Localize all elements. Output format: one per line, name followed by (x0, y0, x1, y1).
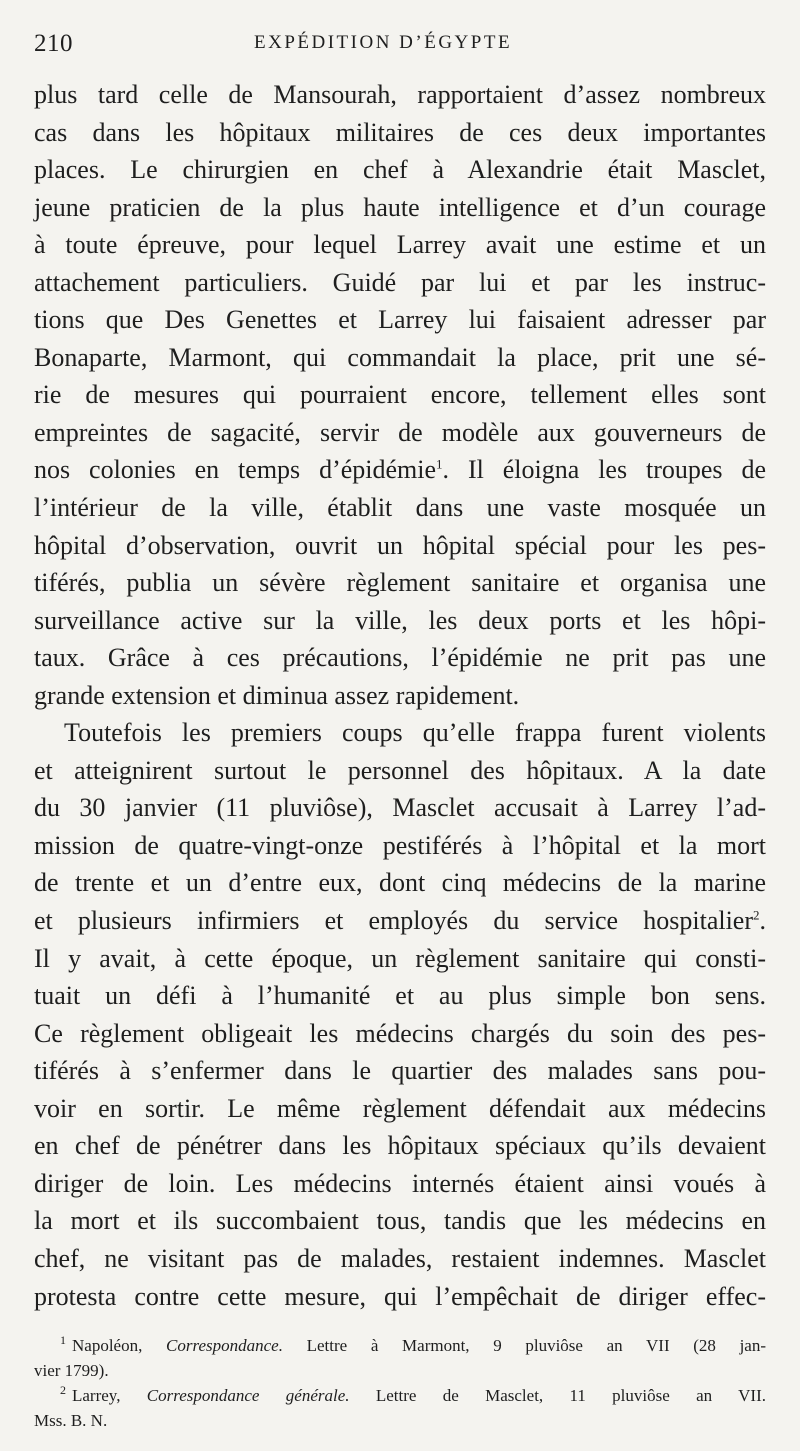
text-line: Il y avait, à cette époque, un règlement sanitaire qui consti- (34, 943, 766, 973)
footnote-work: Correspondance générale. (146, 1386, 350, 1405)
footnote-work: Correspondance. (166, 1336, 283, 1355)
footnotes (34, 1333, 766, 1433)
text-line: Ce règlement obligeait les médecins chargés du soin des pes- (34, 1018, 766, 1048)
paragraph-end-line: grande extension et diminua assez rapidement. (34, 680, 520, 710)
footnote-2 (34, 1383, 766, 1408)
text-line: mission de quatre-vingt-onze pestiférés à l’hôpital et la mort (34, 830, 766, 860)
body-text (34, 76, 766, 1315)
footnote-text: Lettre à Marmont, 9 pluviôse an VII (28 jan- (306, 1336, 767, 1355)
text-line: attachement particuliers. Guidé par lui et par les instruc- (34, 267, 766, 297)
text-line: tiférés, publia un sévère règlement sanitaire et organisa une (34, 568, 766, 598)
footnote-1-continuation: vier 1799). (34, 1361, 109, 1380)
text-line: surveillance active sur la ville, les deux ports et les hôpi- (34, 605, 766, 635)
text-line: voir en sortir. Le même règlement défendait aux médecins (34, 1093, 766, 1123)
text-line: l’intérieur de la ville, établit dans une vaste mosquée un (34, 493, 766, 523)
text-line: diriger de loin. Les médecins internés étaient ainsi voués à (34, 1168, 766, 1198)
text-line-with-note-2: et plusieurs infirmiers et employés du service hospitalier$^2$. (34, 906, 766, 936)
footnote-ref-2: 2 (753, 907, 760, 923)
text-line: empreintes de sagacité, servir de modèle aux gouverneurs de (34, 417, 766, 447)
paragraph-start-line: Toutefois les premiers coups qu’elle frappa furent violents (64, 718, 766, 748)
text-line: tiférés à s’enfermer dans le quartier des malades sans pou- (34, 1056, 766, 1086)
text-line: tions que Des Genettes et Larrey lui faisaient adresser par (34, 305, 766, 335)
text-line: à toute épreuve, pour lequel Larrey avait une estime et un (34, 230, 766, 260)
text-line: taux. Grâce à ces précautions, l’épidémie ne prit pas une (34, 643, 766, 673)
page-header (34, 30, 766, 60)
footnote-marker: 1 (60, 1333, 66, 1348)
text-line: places. Le chirurgien en chef à Alexandrie était Masclet, (34, 155, 766, 185)
text-line-head: nos colonies en temps d’épidémie (34, 455, 437, 485)
footnote-ref-1: 1 (436, 456, 443, 472)
footnote-2-continuation: Mss. B. N. (34, 1411, 108, 1430)
text-line: cas dans les hôpitaux militaires de ces deux importantes (34, 117, 766, 147)
text-line: jeune praticien de la plus haute intelligence et d’un courage (34, 192, 766, 222)
text-line: rie de mesures qui pourraient encore, tellement elles sont (34, 380, 766, 410)
footnote-1 (34, 1333, 766, 1358)
text-line-with-note-1 (34, 451, 766, 489)
text-line: tuait un défi à l’humanité et au plus simple bon sens. (34, 981, 766, 1011)
text-line: protesta contre cette mesure, qui l’empêchait de diriger effec- (34, 1281, 766, 1311)
text-line: Bonaparte, Marmont, qui commandait la place, prit une sé- (34, 342, 766, 372)
footnote-author: Larrey, (72, 1386, 121, 1405)
text-line: chef, ne visitant pas de malades, restaient indemnes. Masclet (34, 1243, 766, 1273)
text-line: de trente et un d’entre eux, dont cinq médecins de la marine (34, 868, 766, 898)
text-line-head: et plusieurs infirmiers et employés du service hospitalier (34, 906, 753, 936)
footnote-marker: 2 (60, 1383, 66, 1398)
text-line: hôpital d’observation, ouvrit un hôpital spécial pour les pes- (34, 530, 766, 560)
footnote-text: Lettre de Masclet, 11 pluviôse an VII. (375, 1386, 767, 1405)
text-line: et atteignirent surtout le personnel des hôpitaux. A la date (34, 755, 766, 785)
footnote-author: Napoléon, (72, 1336, 143, 1355)
running-head: EXPÉDITION D’ÉGYPTE (254, 32, 513, 53)
text-line: la mort et ils succombaient tous, tandis que les médecins en (34, 1206, 766, 1236)
text-line: du 30 janvier (11 pluviôse), Masclet accusait à Larrey l’ad- (34, 793, 766, 823)
text-line: plus tard celle de Mansourah, rapportaient d’assez nombreux (34, 80, 766, 109)
text-line-tail: . Il éloigna les troupes de (442, 455, 767, 485)
text-line: en chef de pénétrer dans les hôpitaux spéciaux qu’ils devaient (34, 1131, 766, 1161)
page-number: 210 (34, 30, 73, 57)
